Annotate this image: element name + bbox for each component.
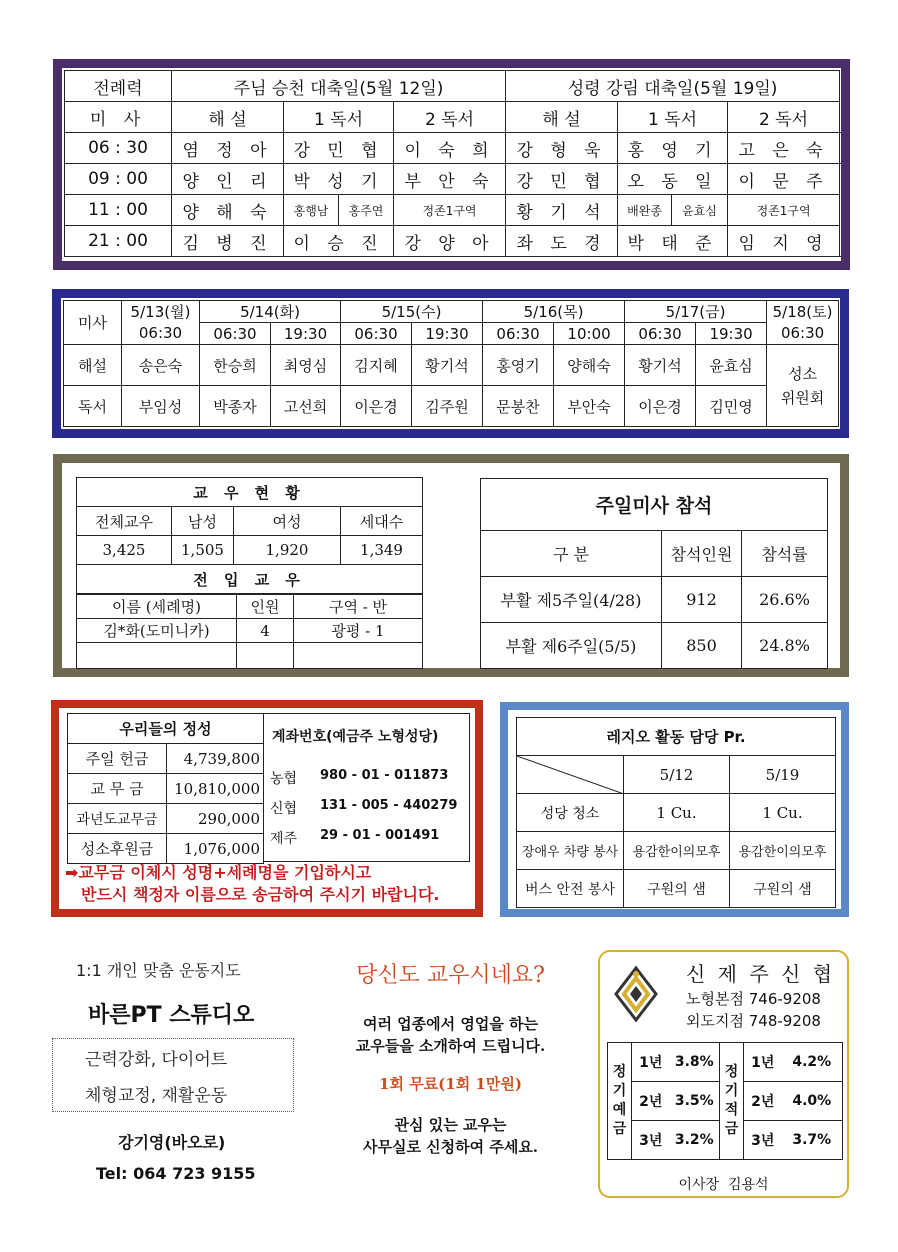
- name-cell: 고선희: [271, 386, 341, 427]
- day-header: 5/14(화): [200, 301, 341, 323]
- name-cell: 염 정 아: [172, 133, 284, 164]
- rate-term: 2년: [632, 1082, 670, 1121]
- attendance-count: 850: [662, 623, 742, 669]
- transfer-name: 김*화(도미니카): [77, 619, 237, 643]
- name-cell: 박 성 기: [284, 164, 394, 195]
- legio-table: [516, 717, 836, 908]
- bank-name: 신협: [270, 801, 298, 817]
- credit-union-box: [598, 950, 849, 1198]
- rate-value: 3.5%: [670, 1082, 720, 1121]
- liturgy-corner: 전례력: [65, 71, 172, 102]
- weekday-table: [63, 300, 839, 427]
- legio-assignee: 용감한이의모후: [624, 832, 730, 870]
- transfer-table: [76, 594, 423, 669]
- role-header: 해 설: [506, 102, 618, 133]
- members-header: 전체교우: [77, 507, 172, 536]
- name-cell: 황기석: [412, 345, 483, 386]
- members-panel: [53, 454, 849, 677]
- rate-value: 4.0%: [782, 1082, 843, 1121]
- mass-time: 21 : 00: [65, 226, 172, 257]
- member-ad-line: 교우들을 소개하여 드립니다.: [355, 1037, 546, 1055]
- pentecost-header: 성령 강림 대축일(5월 19일): [506, 71, 840, 102]
- diagonal-cell: [517, 756, 624, 794]
- members-value: 3,425: [77, 536, 172, 565]
- name-cell: 송은숙: [122, 345, 200, 386]
- name-cell: 김지혜: [341, 345, 412, 386]
- rate-value: 3.2%: [670, 1121, 720, 1160]
- mass-label: 미사: [64, 301, 122, 345]
- day-header: 5/16(목): [483, 301, 625, 323]
- member-business-ad: [318, 950, 583, 1190]
- credit-union-name: 신 제 주 신 협: [686, 962, 836, 986]
- name-cell: 이은경: [625, 386, 696, 427]
- vocation-committee: 성소 위원회: [767, 345, 839, 427]
- rate-term: 1년: [632, 1043, 670, 1082]
- name-cell: 강 민 협: [284, 133, 394, 164]
- name-cell: 이 승 진: [284, 226, 394, 257]
- offering-amount: 10,810,000: [167, 774, 264, 804]
- rates-table: [607, 1042, 843, 1160]
- member-ad-line: 사무실로 신청하여 주세요.: [362, 1138, 539, 1156]
- name-cell: 황 기 석: [506, 195, 618, 226]
- role-header: 해 설: [172, 102, 284, 133]
- transfer-header: 구역 - 반: [294, 595, 423, 619]
- rate-value: 3.8%: [670, 1043, 720, 1082]
- legio-assignee: 구원의 샘: [624, 870, 730, 908]
- mass-time: 09 : 00: [65, 164, 172, 195]
- legio-date: 5/19: [730, 756, 836, 794]
- deposit-label: 정기예금: [608, 1043, 632, 1160]
- name-cell: 이은경: [341, 386, 412, 427]
- rate-term: 2년: [744, 1082, 782, 1121]
- name-cell: 윤효심: [696, 345, 767, 386]
- legio-panel: [500, 702, 849, 917]
- attendance-count: 912: [662, 577, 742, 623]
- name-cell: 배완종: [618, 195, 672, 226]
- attendance-header: 참석인원: [662, 531, 742, 577]
- pt-name: 바른PT 스튜디오: [88, 1003, 255, 1028]
- time-cell: 06:30: [122, 323, 200, 345]
- name-cell: 홍 영 기: [618, 133, 728, 164]
- name-cell: 김민영: [696, 386, 767, 427]
- time-cell: 19:30: [412, 323, 483, 345]
- pt-studio-ad: [50, 950, 300, 1190]
- name-cell: 홍행남: [284, 195, 339, 226]
- member-ad-line: 관심 있는 교우는: [394, 1116, 507, 1134]
- pt-person: 강기영(바오로): [118, 1133, 226, 1152]
- name-cell: 박 태 준: [618, 226, 728, 257]
- attendance-header: 구 분: [481, 531, 662, 577]
- name-cell: 부임성: [122, 386, 200, 427]
- name-cell: 황기석: [625, 345, 696, 386]
- credit-union-chair: 이사장 김용석: [678, 1177, 769, 1193]
- reading-label: 독서: [64, 386, 122, 427]
- pt-service: 체형교정, 재활운동: [85, 1086, 228, 1106]
- name-cell: 강 양 아: [394, 226, 506, 257]
- name-cell: 강 형 욱: [506, 133, 618, 164]
- name-cell: 임 지 영: [728, 226, 840, 257]
- name-cell: 양 해 숙: [172, 195, 284, 226]
- time-cell: 06:30: [483, 323, 554, 345]
- name-cell: 양해숙: [554, 345, 625, 386]
- mass-label: 미 사: [65, 102, 172, 133]
- legio-duty: 장애우 차량 봉사: [517, 832, 624, 870]
- notice-line: ➡교무금 이체시 성명+세례명을 기입하시고: [65, 863, 372, 882]
- legio-date: 5/12: [624, 756, 730, 794]
- attendance-week: 부활 제6주일(5/5): [481, 623, 662, 669]
- attendance-rate: 26.6%: [742, 577, 828, 623]
- attendance-rate: 24.8%: [742, 623, 828, 669]
- time-cell: 06:30: [341, 323, 412, 345]
- diagonal-line: [517, 756, 624, 794]
- name-cell: 홍주연: [339, 195, 394, 226]
- legio-assignee: 1 Cu.: [730, 794, 836, 832]
- offering-label: 과년도교무금: [68, 804, 167, 834]
- name-cell: 한승희: [200, 345, 271, 386]
- offering-amount: 1,076,000: [167, 834, 264, 864]
- member-ad-line: 여러 업종에서 영업을 하는: [362, 1015, 539, 1033]
- credit-union-branch: 외도지점 748-9208: [686, 1012, 821, 1030]
- day-header: 5/17(금): [625, 301, 767, 323]
- offering-label: 성소후원금: [68, 834, 167, 864]
- account-number: 980 - 01 - 011873: [320, 768, 449, 783]
- offering-title: 우리들의 정성: [68, 714, 264, 744]
- rate-value: 4.2%: [782, 1043, 843, 1082]
- legio-assignee: 구원의 샘: [730, 870, 836, 908]
- offering-label: 교 무 금: [68, 774, 167, 804]
- legio-duty: 버스 안전 봉사: [517, 870, 624, 908]
- liturgy-panel: [53, 59, 850, 270]
- pt-phone: Tel: 064 723 9155: [96, 1164, 256, 1183]
- narration-label: 해설: [64, 345, 122, 386]
- credit-union-logo-icon: [612, 964, 660, 1024]
- day-header: 5/15(수): [341, 301, 483, 323]
- credit-union-branch: 노형본점 746-9208: [686, 990, 821, 1008]
- transfer-count: 4: [237, 619, 294, 643]
- account-number: 131 - 005 - 440279: [320, 798, 458, 813]
- attendance-week: 부활 제5주일(4/28): [481, 577, 662, 623]
- members-value: 1,505: [172, 536, 234, 565]
- name-cell: 정존1구역: [394, 195, 506, 226]
- legio-assignee: 용감한이의모후: [730, 832, 836, 870]
- rate-value: 3.7%: [782, 1121, 843, 1160]
- offering-amount: 4,739,800: [167, 744, 264, 774]
- members-table: [76, 477, 423, 594]
- legio-assignee: 1 Cu.: [624, 794, 730, 832]
- pt-service: 근력강화, 다이어트: [85, 1050, 228, 1070]
- day-header: 5/18(토): [767, 301, 839, 323]
- name-cell: 오 동 일: [618, 164, 728, 195]
- name-cell: 김주원: [412, 386, 483, 427]
- name-cell: 부 안 숙: [394, 164, 506, 195]
- name-cell: 이 숙 희: [394, 133, 506, 164]
- transfer-header: 인원: [237, 595, 294, 619]
- attendance-title: 주일미사 참석: [481, 479, 828, 531]
- transfer-district: 광평 - 1: [294, 619, 423, 643]
- empty-cell: [294, 643, 423, 669]
- offering-panel: [51, 700, 483, 917]
- name-cell: 양 인 리: [172, 164, 284, 195]
- members-header: 남성: [172, 507, 234, 536]
- rate-term: 1년: [744, 1043, 782, 1082]
- empty-cell: [77, 643, 237, 669]
- account-box: [263, 713, 470, 862]
- time-cell: 06:30: [625, 323, 696, 345]
- members-title: 교 우 현 황: [77, 478, 423, 507]
- pt-services-box: [52, 1038, 294, 1112]
- bank-name: 제주: [270, 831, 298, 847]
- name-cell: 정존1구역: [728, 195, 840, 226]
- rate-term: 3년: [744, 1121, 782, 1160]
- name-cell: 문봉찬: [483, 386, 554, 427]
- attendance-header: 참석률: [742, 531, 828, 577]
- day-header: 5/13(월): [122, 301, 200, 323]
- name-cell: 부안숙: [554, 386, 625, 427]
- legio-title: 레지오 활동 담당 Pr.: [517, 718, 836, 756]
- ascension-header: 주님 승천 대축일(5월 12일): [172, 71, 506, 102]
- mass-time: 11 : 00: [65, 195, 172, 226]
- name-cell: 좌 도 경: [506, 226, 618, 257]
- name-cell: 홍영기: [483, 345, 554, 386]
- account-title: 계좌번호(예금주 노형성당): [272, 729, 439, 745]
- rate-term: 3년: [632, 1121, 670, 1160]
- role-header: 1 독서: [618, 102, 728, 133]
- attendance-table: [480, 478, 828, 669]
- bank-name: 농협: [270, 771, 298, 787]
- transfer-header: 이름 (세례명): [77, 595, 237, 619]
- time-cell: 10:00: [554, 323, 625, 345]
- transfer-notice: [65, 862, 471, 906]
- savings-label: 정기적금: [720, 1043, 744, 1160]
- members-value: 1,920: [234, 536, 341, 565]
- role-header: 2 독서: [394, 102, 506, 133]
- name-cell: 강 민 협: [506, 164, 618, 195]
- liturgy-table: [64, 70, 840, 257]
- name-cell: 김 병 진: [172, 226, 284, 257]
- time-cell: 19:30: [696, 323, 767, 345]
- transfer-title: 전 입 교 우: [77, 565, 423, 594]
- name-cell: 이 문 주: [728, 164, 840, 195]
- name-cell: 윤효심: [672, 195, 728, 226]
- mass-time: 06 : 30: [65, 133, 172, 164]
- time-cell: 06:30: [200, 323, 271, 345]
- offering-table: [67, 713, 264, 864]
- account-number: 29 - 01 - 001491: [320, 828, 440, 843]
- weekday-panel: [52, 289, 849, 438]
- empty-cell: [237, 643, 294, 669]
- name-cell: 최영심: [271, 345, 341, 386]
- role-header: 2 독서: [728, 102, 840, 133]
- members-header: 여성: [234, 507, 341, 536]
- time-cell: 06:30: [767, 323, 839, 345]
- members-value: 1,349: [341, 536, 423, 565]
- time-cell: 19:30: [271, 323, 341, 345]
- role-header: 1 독서: [284, 102, 394, 133]
- member-ad-title: 당신도 교우시네요?: [356, 963, 545, 988]
- name-cell: 고 은 숙: [728, 133, 840, 164]
- legio-duty: 성당 청소: [517, 794, 624, 832]
- pt-tagline: 1:1 개인 맞춤 운동지도: [76, 961, 241, 980]
- offering-label: 주일 헌금: [68, 744, 167, 774]
- offering-amount: 290,000: [167, 804, 264, 834]
- member-ad-price: 1회 무료(1회 1만원): [379, 1075, 522, 1093]
- notice-line: 반드시 책정자 이름으로 송금하여 주시기 바랍니다.: [81, 885, 440, 904]
- members-header: 세대수: [341, 507, 423, 536]
- name-cell: 박종자: [200, 386, 271, 427]
